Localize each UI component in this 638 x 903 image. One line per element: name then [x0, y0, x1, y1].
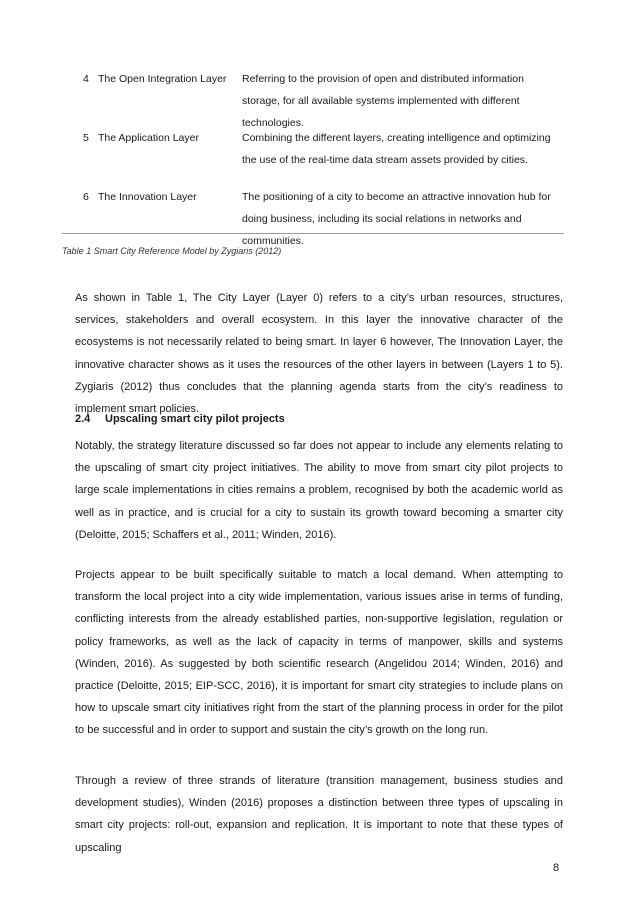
body-paragraph: As shown in Table 1, The City Layer (Layer 0) refers to a city’s urban resources, structures, services, stakeholders and overall ecosystem. In this layer the innovative character of the ecosystems is not necessarily related to being smart. In layer 6 however, The Innovation Layer, the innovative character shows as it uses the resources of the other layers in between (Layers 1 to 5). Zygiaris (2012) thus concludes that the planning agenda starts from the city’s readiness to implement smart policies. — [75, 292, 563, 416]
section-number: 2.4 — [75, 413, 91, 425]
page-number: 8 — [553, 862, 560, 874]
layer-description: Combining the different layers, creating intelligence and optimizing the use of the real-time data stream assets provided by cities. — [242, 132, 551, 166]
table-bottom-rule — [62, 233, 564, 234]
table-row — [75, 186, 564, 245]
layer-name: The Application Layer — [98, 132, 199, 144]
table-row — [75, 68, 564, 127]
layer-number: 5 — [83, 132, 89, 144]
layer-description: The positioning of a city to become an attractive innovation hub for doing business, including its social relations in networks and communities. — [242, 191, 551, 247]
section-heading — [75, 413, 285, 425]
layer-name: The Open Integration Layer — [98, 73, 227, 85]
section-title: Upscaling smart city pilot projects — [105, 413, 285, 425]
table-row — [75, 127, 564, 186]
body-paragraph: Notably, the strategy literature discussed so far does not appear to include any elements relating to the upscaling of smart city project initiatives. The ability to move from smart city pilot projects to large scale implementations in cities remains a problem, recognised by both the academic world as well as in practice, and is crucial for a city to sustain its growth toward becoming a smarter city (Deloitte, 2015; Schaffers et al., 2011; Winden, 2016). — [75, 440, 563, 541]
reference-model-table — [75, 68, 564, 245]
body-paragraph: Projects appear to be built specifically suitable to match a local demand. When attempting to transform the local project into a city wide implementation, various issues arise in terms of funding, conflicting interests from the already established parties, non-supportive legislation, regulation or policy frameworks, as well as the lack of capacity in terms of manpower, skills and systems (Winden, 2016). As suggested by both scientific research (Angelidou 2014; Winden, 2016) and practice (Deloitte, 2015; EIP-SCC, 2016), it is important for smart city strategies to include plans on how to upscale smart city initiatives right from the start of the planning process in order for the pilot to be successful and in order to support and sustain the city’s growth on the long run. — [75, 569, 563, 737]
layer-number: 4 — [83, 73, 89, 85]
body-paragraph: Through a review of three strands of literature (transition management, business studies and development studies), Winden (2016) proposes a distinction between three types of upscaling in smart city projects: roll-out, expansion and replication. It is important to note that these types of upscaling — [75, 775, 563, 854]
layer-number: 6 — [83, 191, 89, 203]
layer-name: The Innovation Layer — [98, 191, 197, 203]
table-caption: Table 1 Smart City Reference Model by Zygiaris (2012) — [62, 246, 282, 256]
layer-description: Referring to the provision of open and distributed information storage, for all available systems implemented with different technologies. — [242, 73, 524, 129]
